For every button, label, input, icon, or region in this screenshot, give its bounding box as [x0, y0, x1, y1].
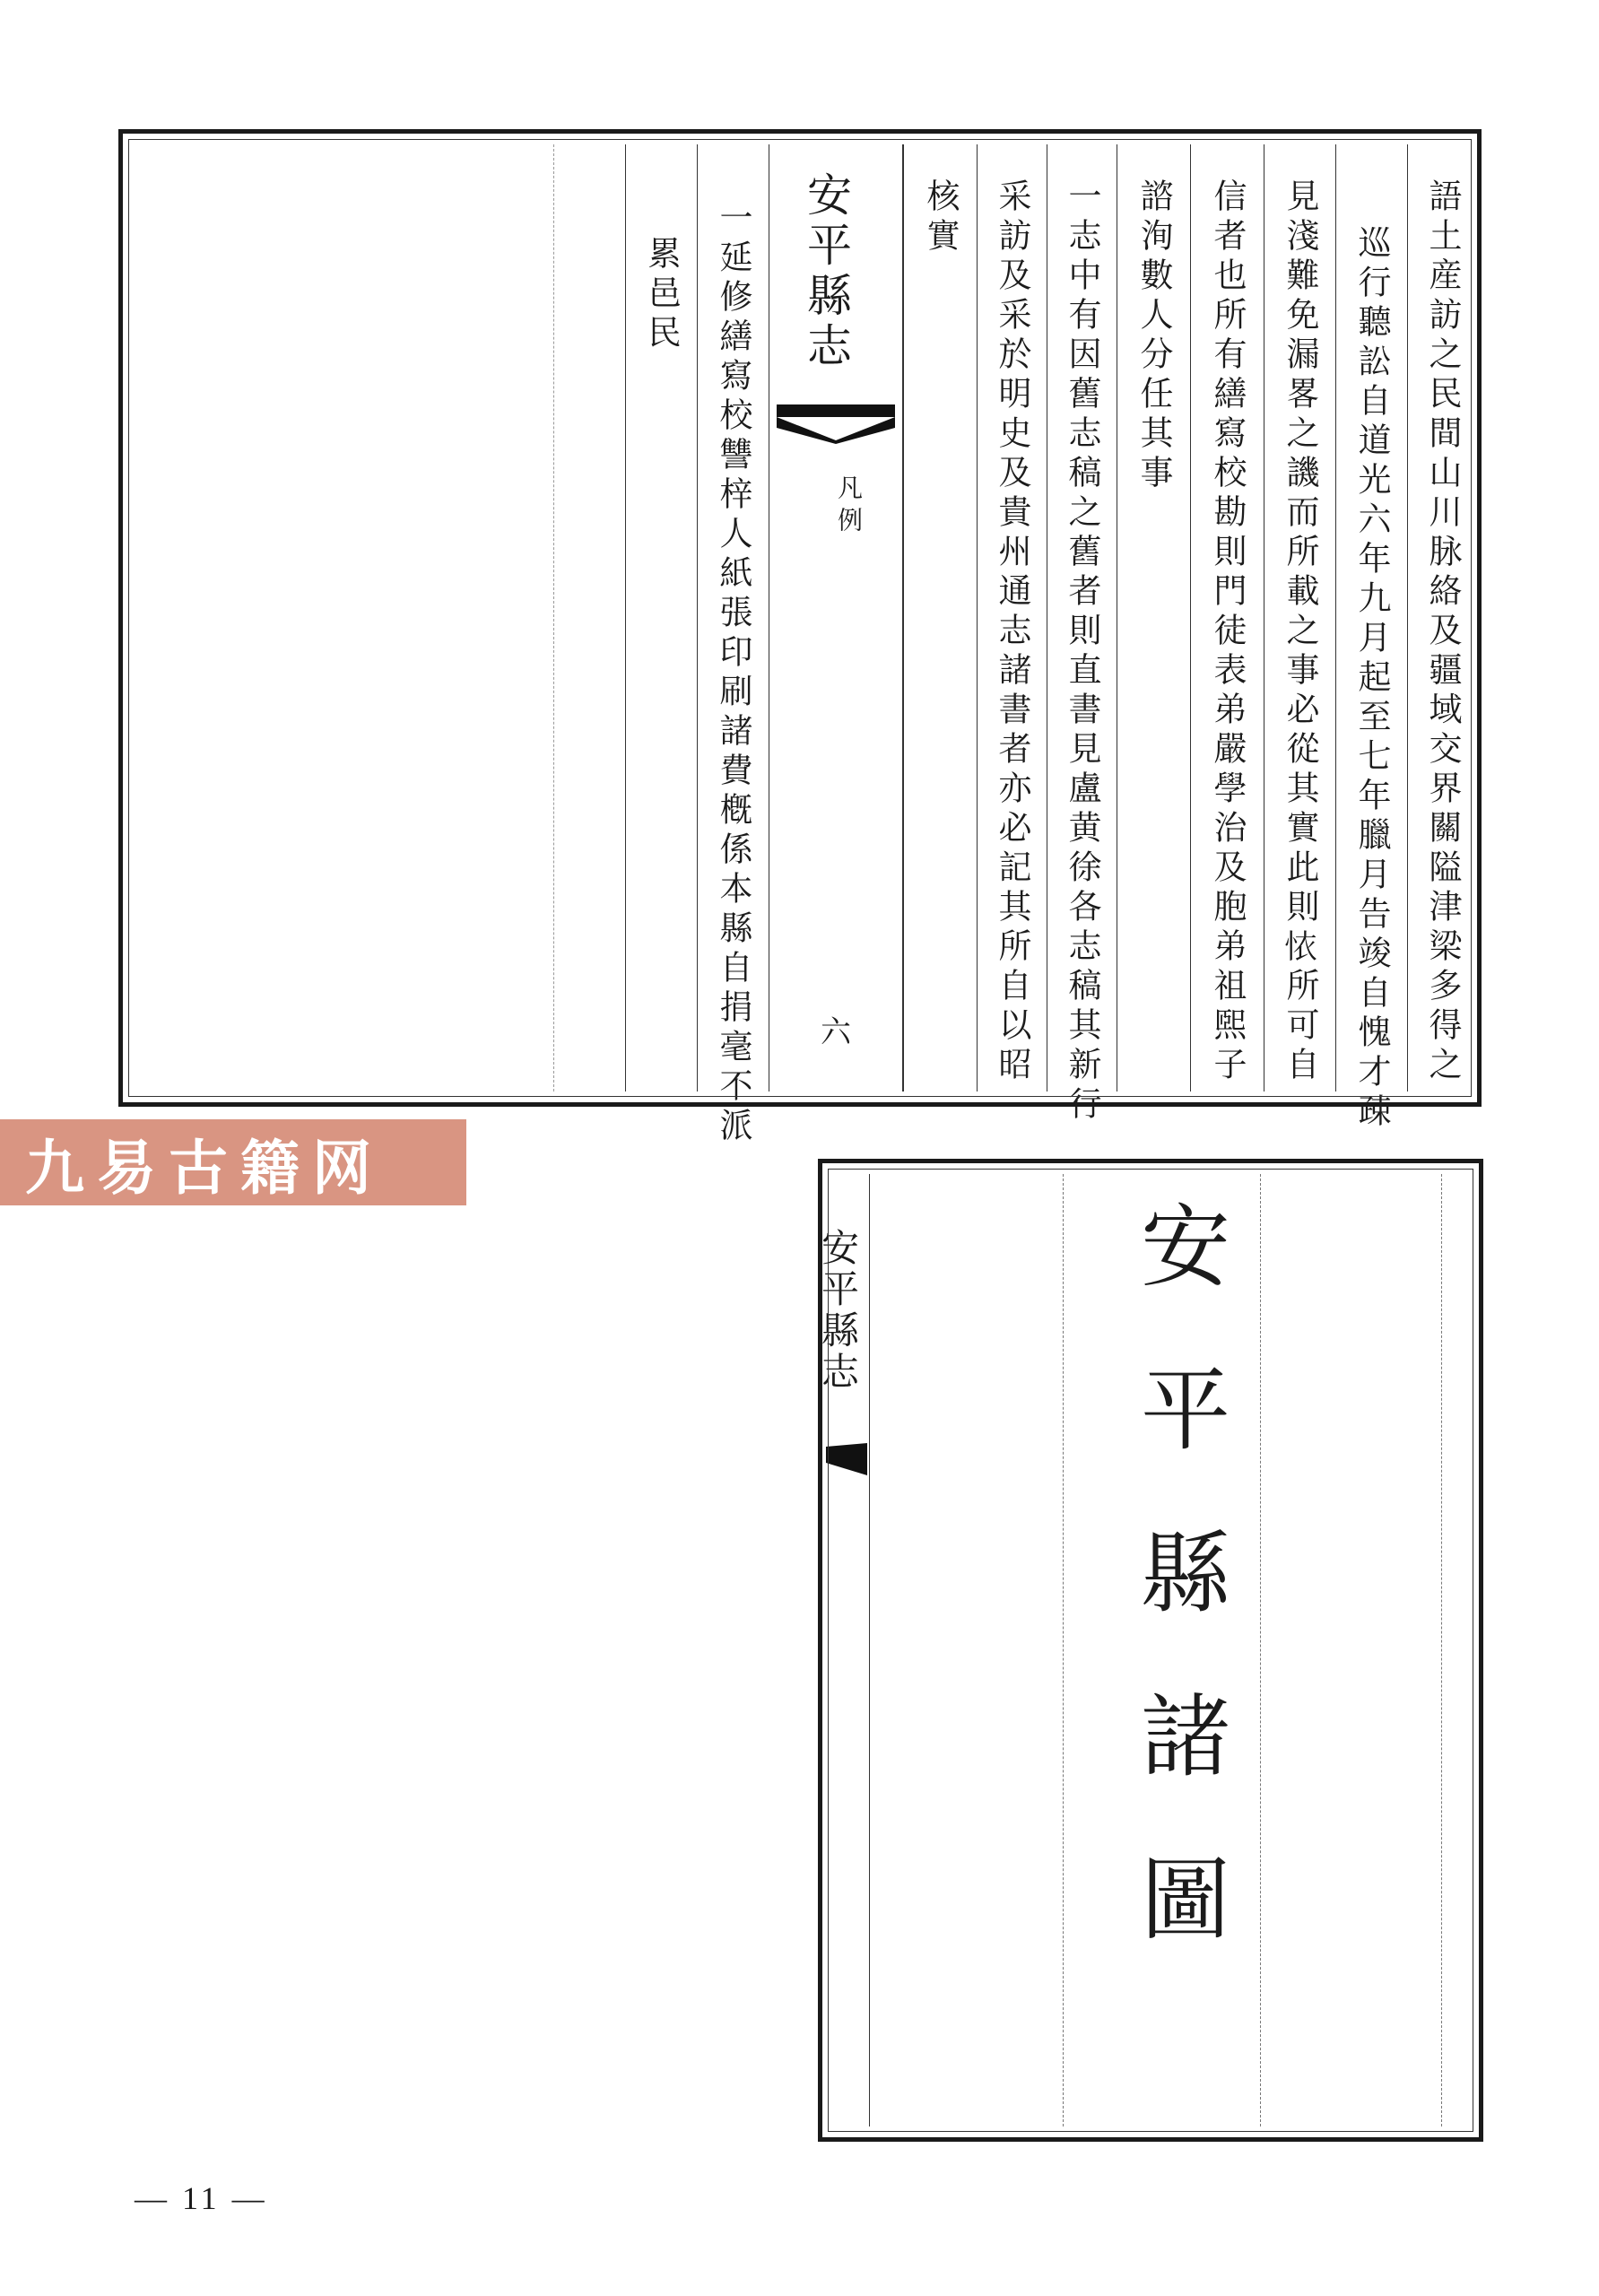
column-text: 見淺難免漏畧之譏而所載之事必從其實此則𢙇所可自: [1281, 178, 1319, 1086]
text-column: [625, 144, 697, 1091]
blank-column: [553, 144, 625, 1091]
watermark-banner: 九易古籍网: [0, 1119, 466, 1205]
banxin-spine: [816, 1174, 870, 2126]
fishtail-mark: [777, 404, 895, 444]
banxin-title: 安平縣志: [816, 1228, 860, 1393]
column-text: 信者也所有繕寫校勘則門徒表弟嚴學治及胞弟祖煕子: [1208, 178, 1247, 1086]
column-text: 累邑民: [642, 236, 681, 354]
column-rule: [1441, 1174, 1442, 2126]
column-text: 巡行聽訟自道光六年九月起至七年臘月告竣自愧才疎: [1352, 225, 1391, 1133]
column-text: 核實: [921, 178, 960, 257]
text-column: [1047, 144, 1117, 1126]
fishtail-mark: [826, 1443, 867, 1475]
page-number: — 11 —: [135, 2180, 268, 2216]
book-leaf-preface: [118, 129, 1482, 1147]
text-column: [1190, 144, 1264, 1091]
map-section-title: 安平縣諸圖: [1125, 1199, 1230, 2015]
column-text: 語土産訪之民間山川脉絡及疆域交界關隘津梁多得之: [1423, 178, 1462, 1086]
text-column: [1407, 144, 1477, 1091]
column-text: 一延修繕寫校讐梓人紙張印刷諸費槪係本縣自捐毫不派: [714, 200, 752, 1147]
banxin-spine: [769, 144, 903, 1091]
column-text: 諮洵數人分任其事: [1134, 178, 1173, 494]
column-text: 一志中有因舊志稿之舊者則直書見盧黄徐各志稿其新行: [1063, 178, 1101, 1126]
text-column: [1264, 144, 1335, 1091]
banxin-section: 凡例: [834, 474, 864, 539]
banxin-page-number: 六: [821, 1014, 851, 1050]
book-leaf-title: [818, 1159, 1483, 2142]
text-column: [1117, 144, 1190, 1091]
text-column: [1335, 144, 1407, 1133]
text-column: [697, 144, 769, 1147]
column-rule: [1063, 1174, 1064, 2126]
column-rule: [1260, 1174, 1261, 2126]
text-column: [903, 144, 977, 1091]
text-column: [977, 144, 1047, 1091]
column-text: 采訪及采於明史及貴州通志諸書者亦必記其所自以昭: [993, 178, 1031, 1086]
banxin-title: 安平縣志: [800, 171, 852, 372]
